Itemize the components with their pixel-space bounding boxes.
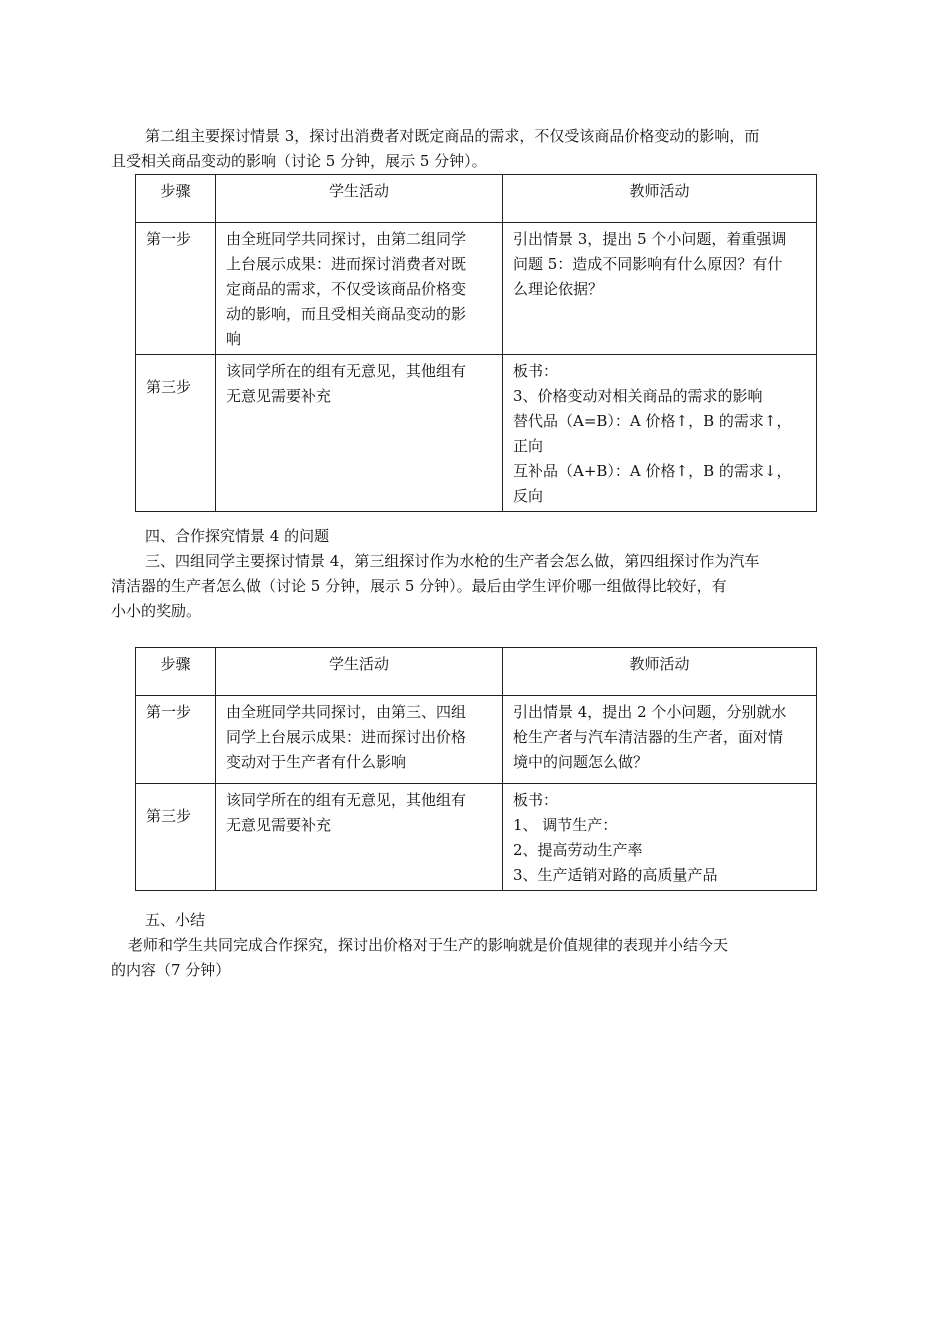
intro-line: 第二组主要探讨情景 3，探讨出消费者对既定商品的需求，不仅受该商品价格变动的影响，而 bbox=[145, 127, 760, 145]
section-5 bbox=[111, 908, 816, 983]
cell-line: 无意见需要补充 bbox=[226, 816, 332, 834]
cell-line: 正向 bbox=[513, 437, 544, 455]
cell-line: 由全班同学共同探讨，由第三、四组 bbox=[226, 703, 467, 721]
cell-line: 板书： bbox=[513, 362, 559, 380]
cell-line: 问题 5：造成不同影响有什么原因？有什 bbox=[513, 255, 783, 273]
section-heading: 五、小结 bbox=[145, 911, 206, 929]
header-teacher-activity: 教师活动 bbox=[503, 648, 817, 696]
table-row bbox=[136, 784, 817, 891]
step-label: 第三步 bbox=[136, 784, 216, 891]
teacher-activity-cell bbox=[503, 355, 817, 512]
cell-line: 板书： bbox=[513, 791, 559, 809]
cell-line: 反向 bbox=[513, 487, 544, 505]
cell-line: 替代品（A=B）：A 价格↑，B 的需求↑， bbox=[513, 412, 792, 430]
section-4 bbox=[111, 524, 816, 624]
cell-line: 引出情景 3，提出 5 个小问题，着重强调 bbox=[513, 230, 787, 248]
section-line: 小小的奖励。 bbox=[111, 602, 202, 620]
intro-paragraph bbox=[111, 124, 816, 174]
cell-line: 该同学所在的组有无意见，其他组有 bbox=[226, 362, 467, 380]
cell-line: 3、生产适销对路的高质量产品 bbox=[513, 866, 718, 884]
step-label: 第一步 bbox=[136, 223, 216, 355]
header-step: 步骤 bbox=[136, 175, 216, 223]
section-heading: 四、合作探究情景 4 的问题 bbox=[145, 527, 330, 545]
student-activity-cell bbox=[216, 355, 503, 512]
cell-line: 2、提高劳动生产率 bbox=[513, 841, 643, 859]
teacher-activity-cell bbox=[503, 223, 817, 355]
step-label: 第一步 bbox=[136, 696, 216, 784]
header-step: 步骤 bbox=[136, 648, 216, 696]
cell-line: 引出情景 4，提出 2 个小问题，分别就水 bbox=[513, 703, 787, 721]
cell-line: 响 bbox=[226, 330, 242, 348]
section-line: 老师和学生共同完成合作探究，探讨出价格对于生产的影响就是价值规律的表现并小结今天 bbox=[128, 936, 729, 954]
activity-table-1 bbox=[135, 174, 817, 512]
cell-line: 上台展示成果：进而探讨消费者对既 bbox=[226, 255, 467, 273]
table-header-row bbox=[136, 648, 817, 696]
student-activity-cell bbox=[216, 223, 503, 355]
table-row bbox=[136, 696, 817, 784]
cell-line: 变动对于生产者有什么影响 bbox=[226, 753, 407, 771]
activity-table-2 bbox=[135, 647, 817, 891]
cell-line: 境中的问题怎么做？ bbox=[513, 753, 649, 771]
header-teacher-activity: 教师活动 bbox=[503, 175, 817, 223]
cell-line: 同学上台展示成果：进而探讨出价格 bbox=[226, 728, 467, 746]
cell-line: 么理论依据？ bbox=[513, 280, 604, 298]
header-student-activity: 学生活动 bbox=[216, 648, 503, 696]
student-activity-cell bbox=[216, 784, 503, 891]
cell-line: 该同学所在的组有无意见，其他组有 bbox=[226, 791, 467, 809]
cell-line: 无意见需要补充 bbox=[226, 387, 332, 405]
section-line: 的内容（7 分钟） bbox=[111, 961, 231, 979]
section-line: 三、四组同学主要探讨情景 4，第三组探讨作为水枪的生产者会怎么做，第四组探讨作为汽车 bbox=[145, 552, 760, 570]
intro-line: 且受相关商品变动的影响（讨论 5 分钟，展示 5 分钟）。 bbox=[111, 152, 487, 170]
cell-line: 互补品（A+B）：A 价格↑，B 的需求↓， bbox=[513, 462, 792, 480]
cell-line: 3、价格变动对相关商品的需求的影响 bbox=[513, 387, 763, 405]
step-label: 第三步 bbox=[136, 355, 216, 512]
table-row bbox=[136, 223, 817, 355]
cell-line: 枪生产者与汽车清洁器的生产者，面对情 bbox=[513, 728, 784, 746]
table-row bbox=[136, 355, 817, 512]
header-student-activity: 学生活动 bbox=[216, 175, 503, 223]
student-activity-cell bbox=[216, 696, 503, 784]
cell-line: 定商品的需求，不仅受该商品价格变 bbox=[226, 280, 467, 298]
table-header-row bbox=[136, 175, 817, 223]
teacher-activity-cell bbox=[503, 784, 817, 891]
cell-line: 动的影响，而且受相关商品变动的影 bbox=[226, 305, 467, 323]
teacher-activity-cell bbox=[503, 696, 817, 784]
cell-line: 由全班同学共同探讨，由第二组同学 bbox=[226, 230, 467, 248]
cell-line: 1、 调节生产： bbox=[513, 816, 618, 834]
section-line: 清洁器的生产者怎么做（讨论 5 分钟，展示 5 分钟）。最后由学生评价哪一组做得比较好，有 bbox=[111, 577, 727, 595]
